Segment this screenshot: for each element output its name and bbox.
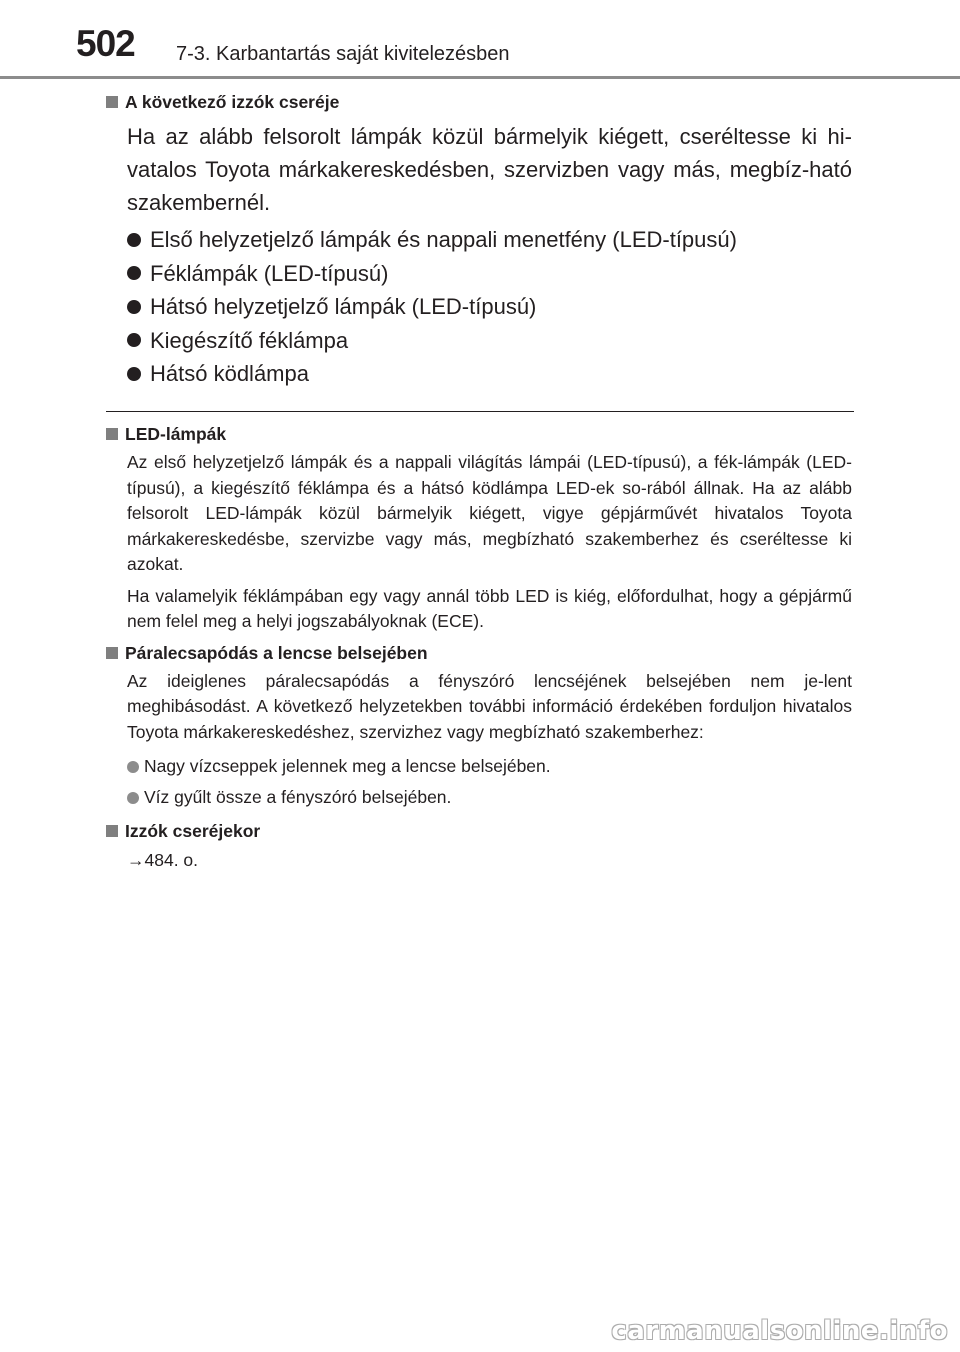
section-divider	[106, 411, 854, 413]
section-heading-text: Izzók cseréjekor	[125, 821, 261, 841]
bulb-list	[127, 223, 852, 391]
condensation-paragraph: Az ideiglenes páralecsapódás a fényszóró lencséjének belsejében nem je-lent meghibásodást. A következő helyzetekben további információ érdekében forduljon hivatalos Toyota márkakereskedéshez, szervizhez vagy megbízható szakemberhez:	[127, 670, 852, 742]
bullet-dot-icon	[127, 333, 141, 347]
list-item: Első helyzetjelző lámpák és nappali menetfény (LED-típusú)	[127, 223, 852, 257]
bullet-dot-icon	[127, 233, 141, 247]
header-rule	[0, 76, 960, 79]
bullet-dot-icon	[127, 367, 141, 381]
watermark: carmanualsonline.info	[611, 1316, 948, 1346]
list-item: Víz gyűlt össze a fényszóró belsejében.	[127, 782, 852, 813]
section-heading-bulb-replacement	[106, 90, 852, 114]
list-item: Nagy vízcseppek jelennek meg a lencse belsejében.	[127, 751, 852, 782]
square-bullet-icon	[106, 825, 118, 837]
bullet-dot-icon	[127, 761, 139, 773]
section-heading-text: LED-lámpák	[125, 424, 227, 444]
page-number: 502	[76, 23, 135, 64]
bullet-dot-icon	[127, 300, 141, 314]
section-heading-condensation	[106, 641, 852, 665]
page-content	[106, 90, 852, 873]
list-item: Féklámpák (LED-típusú)	[127, 257, 852, 291]
condensation-list	[127, 751, 852, 813]
bullet-dot-icon	[127, 792, 139, 804]
list-item: Kiegészítő féklámpa	[127, 324, 852, 358]
section-heading-text: Páralecsapódás a lencse belsejében	[125, 642, 428, 663]
list-item: Hátsó helyzetjelző lámpák (LED-típusú)	[127, 290, 852, 324]
chapter-title: 7-3. Karbantartás saját kivitelezésben	[176, 43, 510, 65]
page-reference: →484. o.	[127, 850, 199, 870]
square-bullet-icon	[106, 96, 118, 108]
bullet-dot-icon	[127, 266, 141, 280]
section-heading-text: A következő izzók cseréje	[125, 92, 340, 112]
section-heading-led-lamps	[106, 422, 852, 446]
intro-paragraph: Ha az alább felsorolt lámpák közül bármelyik kiégett, cseréltesse ki hi-vatalos Toyota márkakereskedésben, szervizben vagy más, megbíz-ható szakembernél.	[127, 124, 852, 215]
square-bullet-icon	[106, 428, 118, 440]
led-paragraph-1: Az első helyzetjelző lámpák és a nappali világítás lámpái (LED-típusú), a fék-lámpák (LED-típusú), a kiegészítő féklámpa és a hátsó ködlámpa LED-ek so-rából állnak. Ha az alább felsorolt LED-lámpák közül bármelyik kiégett, vigye gépjárművét hivatalos Toyota márkakereskedésbe, szervizbe vagy más, megbízható szakemberhez és cseréltesse ki azokat.	[127, 452, 852, 574]
list-item: Hátsó ködlámpa	[127, 357, 852, 391]
square-bullet-icon	[106, 647, 118, 659]
page-header	[0, 0, 960, 80]
section-heading-bulb-change	[106, 819, 852, 843]
led-paragraph-2: Ha valamelyik féklámpában egy vagy annál több LED is kiég, előfordulhat, hogy a gépjármű nem felel meg a helyi jogszabályoknak (ECE).	[127, 585, 852, 631]
